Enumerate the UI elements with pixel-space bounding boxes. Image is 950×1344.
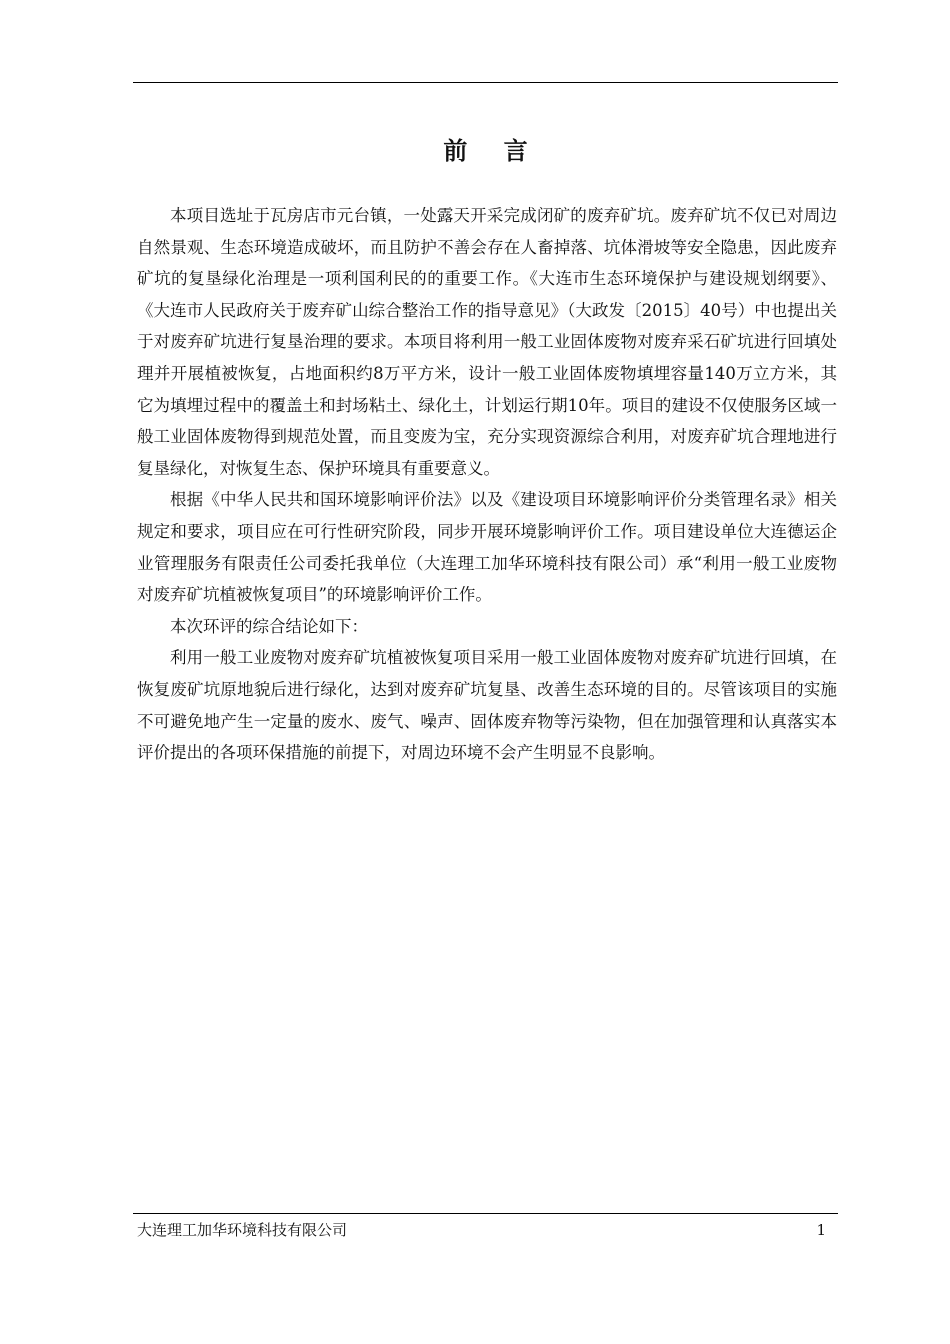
footer-page-number: 1 (816, 1221, 826, 1239)
document-body (137, 200, 837, 769)
paragraph-conclusion-heading: 本次环评的综合结论如下： (170, 616, 368, 636)
header-rule (133, 82, 838, 83)
footer-rule (133, 1213, 838, 1214)
paragraph-eia-basis: 根据《中华人民共和国环境影响评价法》以及《建设项目环境影响评价分类管理名录》相关规定和要求，项目应在可行性研究阶段，同步开展环境影响评价工作。项目建设单位大连德运企业管理服务有限责任公司委托我单位（大连理工加华环境科技有限公司）承“利用一般工业废物对废弃矿坑植被恢复项目”的环境影响评价工作。 (137, 490, 837, 605)
page-title: 前 言 (443, 136, 542, 165)
paragraph-conclusion: 利用一般工业废物对废弃矿坑植被恢复项目采用一般工业固体废物对废弃矿坑进行回填，在恢复废矿坑原地貌后进行绿化，达到对废弃矿坑复垦、改善生态环境的目的。尽管该项目的实施不可避免地产生一定量的废水、废气、噪声、固体废弃物等污染物，但在加强管理和认真落实本评价提出的各项环保措施的前提下，对周边环境不会产生明显不良影响。 (137, 648, 837, 763)
footer-company-name: 大连理工加华环境科技有限公司 (137, 1221, 348, 1239)
paragraph-project-intro: 本项目选址于瓦房店市元台镇，一处露天开采完成闭矿的废弃矿坑。废弃矿坑不仅已对周边自然景观、生态环境造成破坏，而且防护不善会存在人畜掉落、坑体滑坡等安全隐患，因此废弃矿坑的复垦绿化治理是一项利国利民的的重要工作。《大连市生态环境保护与建设规划纲要》、《大连市人民政府关于废弃矿山综合整治工作的指导意见》（大政发〔2015〕40号）中也提出关于对废弃矿坑进行复垦治理的要求。本项目将利用一般工业固体废物对废弃采石矿坑进行回填处理并开展植被恢复，占地面积约8万平方米，设计一般工业固体废物填埋容量140万立方米，其它为填埋过程中的覆盖土和封场粘土、绿化土，计划运行期10年。项目的建设不仅使服务区域一般工业固体废物得到规范处置，而且变废为宝，充分实现资源综合利用，对废弃矿坑合理地进行复垦绿化，对恢复生态、保护环境具有重要意义。 (137, 206, 837, 478)
